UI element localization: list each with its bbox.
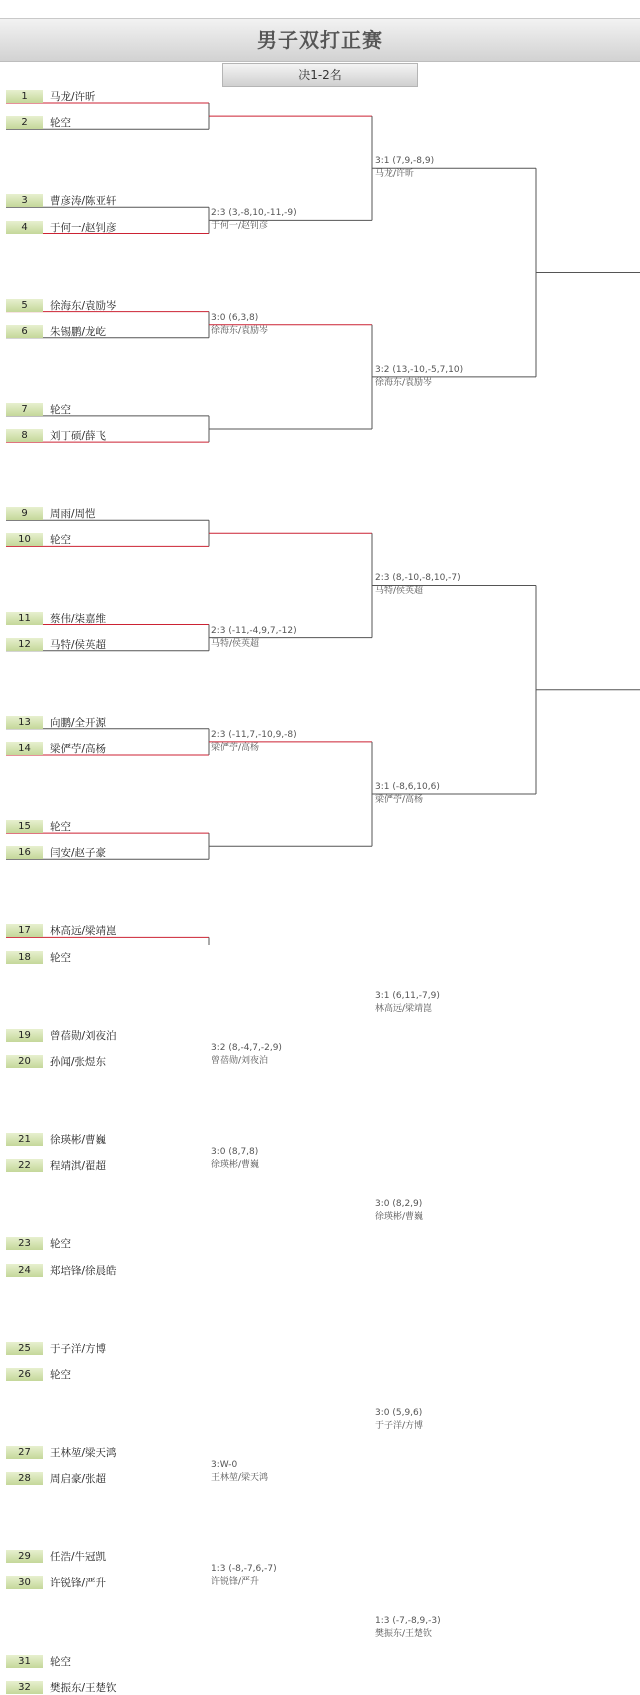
match-winner: 徐瑛彬/曹巍 — [375, 1212, 424, 1223]
match-score: 2:3 (-11,7,-10,9,-8) — [211, 729, 297, 740]
player-name[interactable]: 轮空 — [50, 403, 71, 416]
player-name[interactable]: 轮空 — [50, 1368, 71, 1381]
match-winner: 许锐锋/严升 — [211, 1577, 260, 1588]
match-score: 1:3 (-8,-7,6,-7) — [211, 1564, 277, 1575]
seed-number: 3 — [6, 194, 43, 207]
seed-number: 13 — [6, 716, 43, 729]
player-name[interactable]: 马龙/许昕 — [50, 91, 96, 103]
player-name[interactable]: 轮空 — [50, 1238, 71, 1251]
seed-number: 20 — [6, 1055, 43, 1068]
seed-number: 8 — [6, 429, 43, 442]
match-winner: 徐瑛彬/曹巍 — [211, 1160, 260, 1171]
player-name[interactable]: 程靖淇/翟超 — [50, 1160, 107, 1173]
player-name[interactable]: 轮空 — [50, 117, 71, 130]
match-score: 3:1 (6,11,-7,9) — [375, 990, 440, 1001]
match-winner: 林高远/梁靖崑 — [375, 1003, 433, 1014]
seed-number: 30 — [6, 1576, 43, 1589]
player-name[interactable]: 曹彦涛/陈亚轩 — [50, 195, 117, 208]
match-winner: 马特/侯英超 — [375, 586, 424, 597]
match-winner: 梁俨苧/高杨 — [375, 795, 424, 806]
player-name[interactable]: 樊振东/王楚钦 — [50, 1681, 117, 1694]
match-winner: 于何一/赵钊彦 — [211, 221, 269, 232]
seed-number: 4 — [6, 221, 43, 234]
seed-number: 31 — [6, 1655, 43, 1668]
player-name[interactable]: 林高远/梁靖崑 — [50, 925, 117, 938]
player-name[interactable]: 王林堃/梁天鸿 — [50, 1446, 117, 1459]
match-score: 3:2 (13,-10,-5,7,10) — [375, 364, 464, 375]
seed-number: 15 — [6, 820, 43, 833]
player-name[interactable]: 轮空 — [50, 951, 71, 964]
seed-number: 1 — [6, 90, 43, 103]
match-score: 3:0 (8,7,8) — [211, 1147, 259, 1158]
match-score: 3:0 (5,9,6) — [375, 1407, 423, 1418]
match-score: 3:0 (6,3,8) — [211, 312, 259, 323]
player-name[interactable]: 周启豪/张超 — [50, 1473, 107, 1486]
match-winner: 于子洋/方博 — [375, 1420, 424, 1431]
seed-number: 32 — [6, 1681, 43, 1694]
seed-number: 16 — [6, 846, 43, 859]
seed-number: 9 — [6, 507, 43, 520]
player-name[interactable]: 孙闻/张煜东 — [50, 1055, 107, 1068]
seed-number: 24 — [6, 1264, 43, 1277]
player-name[interactable]: 曾蓓勋/刘夜泊 — [50, 1029, 117, 1042]
player-name[interactable]: 轮空 — [50, 534, 71, 547]
player-name[interactable]: 向鹏/全开源 — [50, 716, 107, 729]
player-name[interactable]: 徐瑛彬/曹巍 — [50, 1134, 107, 1146]
seed-number: 29 — [6, 1550, 43, 1563]
match-winner: 马特/侯英超 — [211, 638, 260, 649]
seed-number: 14 — [6, 742, 43, 755]
seed-number: 6 — [6, 325, 43, 338]
player-name[interactable]: 于何一/赵钊彦 — [50, 221, 117, 234]
match-winner: 徐海东/袁励岑 — [375, 377, 433, 388]
seed-number: 7 — [6, 403, 43, 416]
seed-number: 18 — [6, 951, 43, 964]
seed-number: 17 — [6, 924, 43, 937]
player-name[interactable]: 闫安/赵子豪 — [50, 847, 107, 860]
match-winner: 梁俨苧/高杨 — [211, 742, 260, 753]
match-score: 2:3 (3,-8,10,-11,-9) — [211, 208, 297, 219]
match-score: 2:3 (-11,-4,9,7,-12) — [211, 625, 297, 636]
match-score: 3:1 (-8,6,10,6) — [375, 782, 440, 793]
player-name[interactable]: 朱锡鹏/龙屹 — [50, 325, 107, 338]
player-name[interactable]: 梁俨苧/高杨 — [50, 743, 107, 755]
player-name[interactable]: 轮空 — [50, 1655, 71, 1668]
player-name[interactable]: 任浩/牛冠凯 — [50, 1551, 107, 1564]
match-score: 3:2 (8,-4,7,-2,9) — [211, 1042, 282, 1053]
match-score: 2:3 (8,-10,-8,10,-7) — [375, 573, 461, 584]
tab-final-1-2[interactable]: 决1-2名 — [222, 63, 418, 87]
match-winner: 王林堃/梁天鸿 — [211, 1473, 269, 1483]
seed-number: 21 — [6, 1133, 43, 1146]
seed-number: 2 — [6, 116, 43, 129]
seed-number: 10 — [6, 533, 43, 546]
seed-number: 12 — [6, 638, 43, 651]
player-name[interactable]: 郑培锋/徐晨皓 — [50, 1264, 117, 1277]
player-name[interactable]: 周雨/周恺 — [50, 508, 96, 521]
player-name[interactable]: 徐海东/袁励岑 — [50, 299, 117, 312]
seed-number: 11 — [6, 612, 43, 625]
player-name[interactable]: 刘丁硕/薛飞 — [50, 430, 107, 443]
seed-number: 27 — [6, 1446, 43, 1459]
player-name[interactable]: 许锐锋/严升 — [50, 1577, 107, 1590]
player-name[interactable]: 马特/侯英超 — [50, 638, 107, 651]
match-winner: 曾蓓勋/刘夜泊 — [211, 1055, 269, 1066]
seed-number: 19 — [6, 1029, 43, 1042]
seed-number: 5 — [6, 299, 43, 312]
page-title: 男子双打正赛 — [0, 18, 640, 62]
match-score: 3:W-0 — [211, 1460, 238, 1470]
match-score: 1:3 (-7,-8,9,-3) — [375, 1616, 441, 1627]
player-name[interactable]: 蔡伟/柒嘉维 — [50, 612, 107, 625]
seed-number: 22 — [6, 1159, 43, 1172]
match-score: 3:0 (8,2,9) — [375, 1199, 423, 1210]
seed-number: 28 — [6, 1472, 43, 1485]
match-winner: 徐海东/袁励岑 — [211, 325, 269, 336]
match-score: 3:1 (7,9,-8,9) — [375, 156, 435, 167]
seed-number: 26 — [6, 1368, 43, 1381]
match-winner: 马龙/许昕 — [375, 169, 415, 180]
player-name[interactable]: 轮空 — [50, 821, 71, 834]
player-name[interactable]: 于子洋/方博 — [50, 1342, 107, 1355]
seed-number: 23 — [6, 1237, 43, 1250]
match-winner: 樊振东/王楚钦 — [375, 1629, 433, 1640]
seed-number: 25 — [6, 1342, 43, 1355]
